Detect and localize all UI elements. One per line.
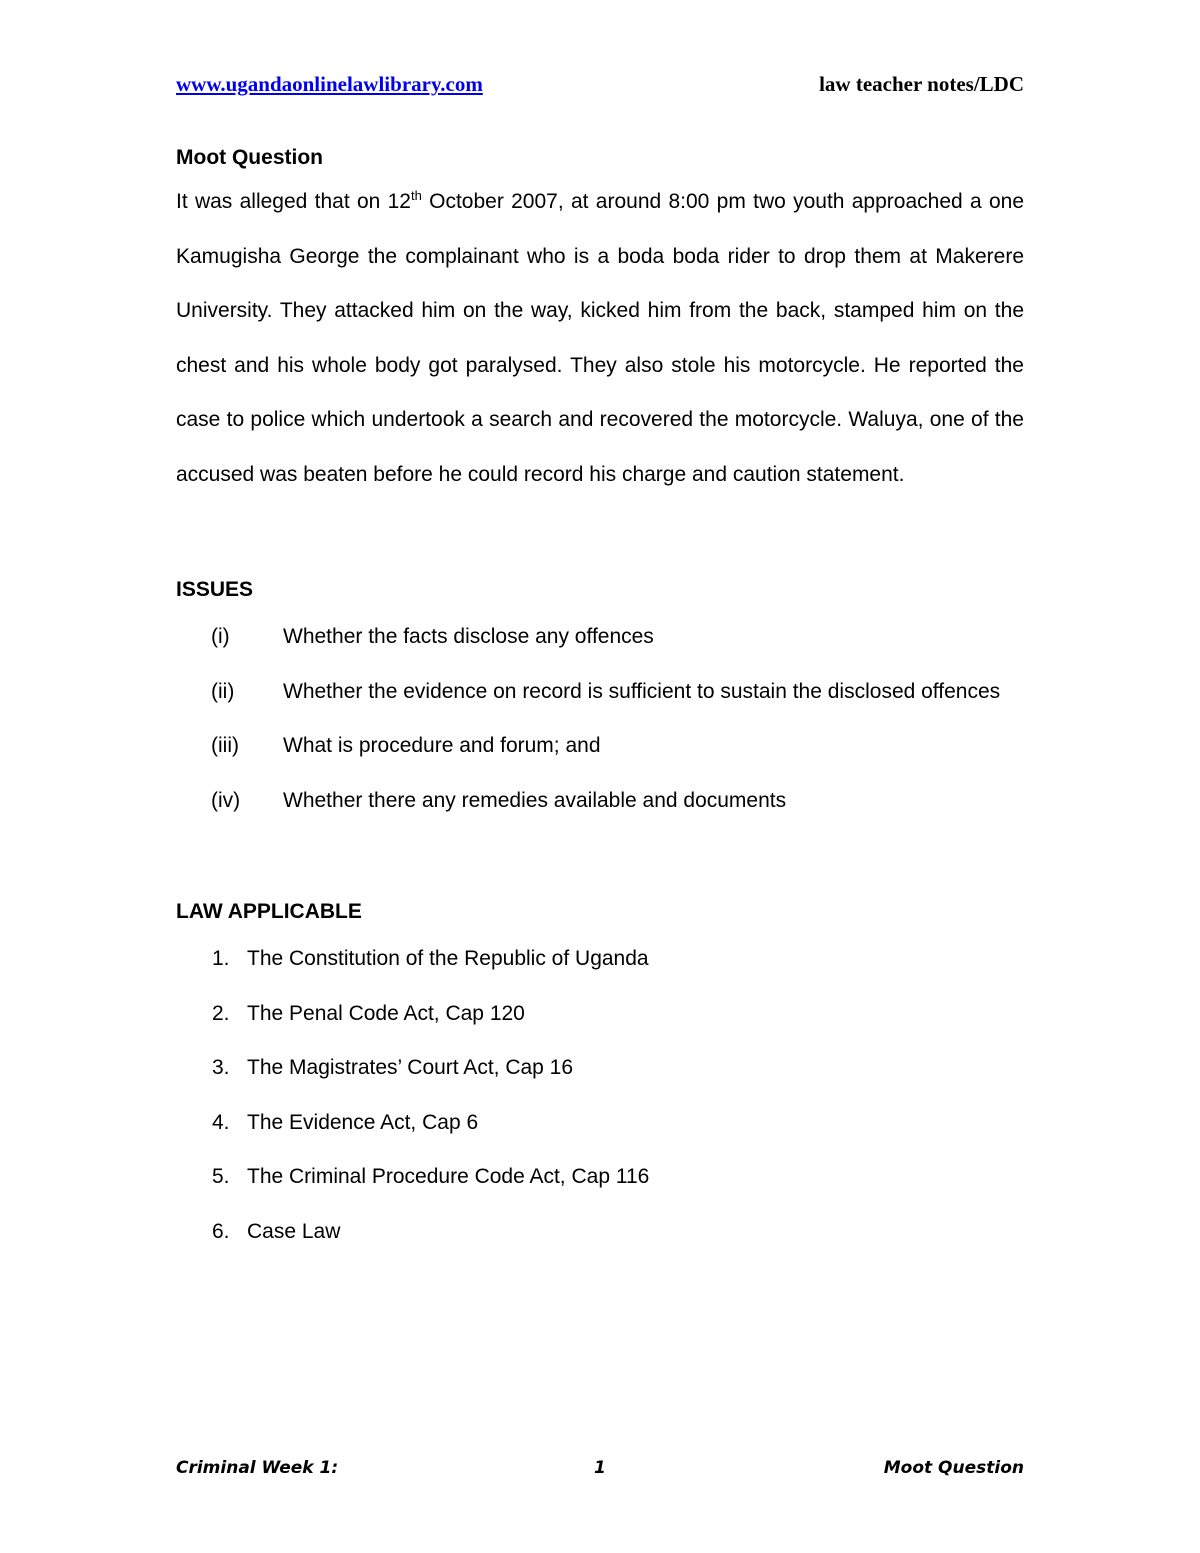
law-item <box>176 1041 1024 1096</box>
law-text: Case Law <box>247 1219 341 1243</box>
law-text: The Constitution of the Republic of Uganda <box>247 947 649 970</box>
law-item <box>176 1096 1024 1151</box>
issue-item <box>176 719 1024 774</box>
law-text: The Evidence Act, Cap 6 <box>247 1110 479 1134</box>
issue-number: (iv) <box>211 788 241 812</box>
document-body <box>176 141 1024 1259</box>
issue-item <box>176 610 1024 665</box>
law-text: The Criminal Procedure Code Act, Cap 116 <box>247 1165 650 1188</box>
moot-facts-paragraph <box>176 175 1024 502</box>
facts-text-rest: October 2007, at around 8:00 pm two youth approached a one Kamugisha George the complainant who is a boda boda rider to drop them at Makerere University. They attacked him on the way, kicked him from the back, stamped him on the chest and his whole body got paralysed. They also stole his motorcycle. He reported the case to police which undertook a search and recovered the motorcycle. Waluya, one of the accused was beaten before he could record his charge and caution statement. <box>176 190 1024 486</box>
law-number: 5. <box>212 1165 230 1188</box>
page-header <box>176 72 1024 102</box>
law-number: 2. <box>212 1001 230 1025</box>
law-text: The Penal Code Act, Cap 120 <box>247 1001 525 1025</box>
law-number: 4. <box>212 1110 230 1134</box>
issues-heading: ISSUES <box>176 578 254 601</box>
moot-question-heading: Moot Question <box>176 146 323 169</box>
issue-item <box>176 665 1024 720</box>
issue-text: Whether the evidence on record is sufficient to sustain the disclosed offences <box>283 679 1001 703</box>
law-number: 6. <box>212 1219 230 1243</box>
facts-text-start: It was alleged that on 12 <box>176 190 411 213</box>
issue-text: What is procedure and forum; and <box>283 734 601 757</box>
issue-number: (ii) <box>211 679 235 703</box>
law-item <box>176 1205 1024 1260</box>
issue-number: (iii) <box>211 734 239 757</box>
footer-course-label: Criminal Week 1: <box>176 1458 339 1478</box>
page-number: 1 <box>594 1458 606 1478</box>
law-list <box>176 932 1024 1259</box>
issue-number: (i) <box>211 625 230 648</box>
header-notes-label: law teacher notes/LDC <box>819 72 1024 96</box>
law-item <box>176 987 1024 1042</box>
law-item <box>176 1150 1024 1205</box>
law-number: 1. <box>212 947 230 970</box>
law-applicable-heading: LAW APPLICABLE <box>176 900 362 923</box>
issue-item <box>176 774 1024 829</box>
website-link[interactable]: www.ugandaonlinelawlibrary.com <box>176 72 483 96</box>
page-footer <box>176 1458 1024 1486</box>
issue-text: Whether there any remedies available and documents <box>283 788 787 812</box>
ordinal-suffix: th <box>410 188 422 203</box>
law-text: The Magistrates’ Court Act, Cap 16 <box>247 1056 574 1079</box>
law-item <box>176 932 1024 987</box>
issues-list <box>176 610 1024 828</box>
law-number: 3. <box>212 1056 230 1079</box>
footer-title: Moot Question <box>883 1458 1024 1478</box>
issue-text: Whether the facts disclose any offences <box>283 625 654 648</box>
